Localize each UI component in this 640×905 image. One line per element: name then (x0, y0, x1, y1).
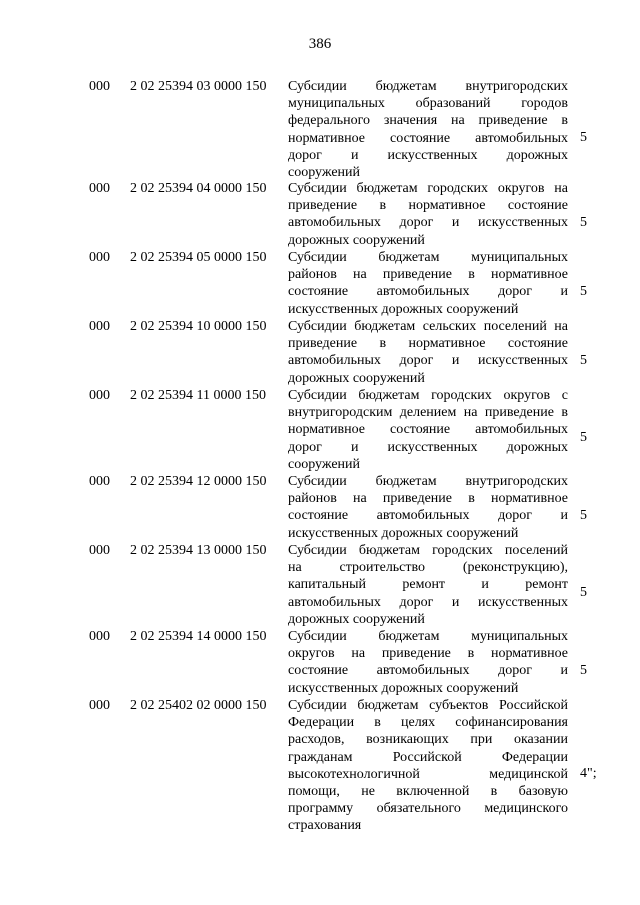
description-line: сооружений (288, 456, 361, 472)
description-line: сооружений (288, 165, 361, 181)
admin-code: 000 (89, 79, 110, 94)
description-line: автомобильных дорог и искусственных (288, 353, 568, 369)
description-line: Субсидии бюджетам городских поселений (288, 543, 568, 558)
budget-classification-code: 2 02 25394 11 0000 150 (130, 388, 266, 403)
description-line: расходов, возникающих при оказании (288, 732, 568, 748)
description-line: федерального значения на приведение в (288, 113, 568, 129)
description-line: дорожных сооружений (288, 232, 425, 248)
description-line: дорожных сооружений (288, 611, 425, 627)
admin-code: 000 (89, 474, 110, 489)
description-line: состояние автомобильных дорог и (288, 663, 568, 679)
description-line: Субсидии бюджетам городских округов с (288, 388, 568, 403)
description-line: нормативное состояние автомобильных (288, 130, 568, 146)
description-line: дорожных сооружений (288, 370, 425, 386)
norm-value: 5 (580, 214, 587, 230)
description-line: капитальный ремонт и ремонт (288, 577, 568, 593)
description-line: дорог и искусственных дорожных (288, 147, 568, 163)
description-line: на строительство (реконструкцию), (288, 560, 568, 576)
description-line: приведение в нормативное состояние (288, 198, 568, 214)
norm-value: 5 (580, 662, 587, 678)
income-description (288, 542, 568, 628)
description-line: районов на приведение в нормативное (288, 491, 568, 507)
budget-classification-code: 2 02 25394 04 0000 150 (130, 181, 267, 196)
description-line: Субсидии бюджетам внутригородских (288, 474, 568, 489)
budget-classification-code: 2 02 25394 10 0000 150 (130, 319, 267, 334)
description-line: муниципальных образований городов (288, 96, 568, 112)
description-line: Субсидии бюджетам городских округов на (288, 181, 568, 196)
budget-classification-code: 2 02 25394 13 0000 150 (130, 543, 267, 558)
description-line: Федерации в целях софинансирования (288, 715, 568, 731)
income-description (288, 387, 568, 473)
description-line: гражданам Российской Федерации (288, 749, 568, 765)
income-description (288, 318, 568, 387)
description-line: высокотехнологичной медицинской (288, 766, 568, 782)
description-line: Субсидии бюджетам муниципальных (288, 250, 568, 265)
admin-code: 000 (89, 629, 110, 644)
income-description (288, 473, 568, 542)
norm-value: 5 (580, 130, 587, 145)
description-line: искусственных дорожных сооружений (288, 525, 519, 541)
income-description (288, 78, 568, 181)
description-line: округов на приведение в нормативное (288, 646, 568, 662)
admin-code: 000 (89, 388, 110, 403)
description-line: помощи, не включенной в базовую (288, 784, 568, 800)
description-line: районов на приведение в нормативное (288, 267, 568, 283)
description-line: автомобильных дорог и искусственных (288, 215, 568, 231)
budget-classification-code: 2 02 25394 05 0000 150 (130, 250, 267, 265)
description-line: Субсидии бюджетам внутригородских (288, 79, 568, 94)
admin-code: 000 (89, 543, 110, 558)
description-line: Субсидии бюджетам сельских поселений на (288, 319, 568, 334)
income-description (288, 249, 568, 318)
budget-classification-code: 2 02 25402 02 0000 150 (130, 698, 267, 713)
norm-value: 5 (580, 585, 587, 601)
admin-code: 000 (89, 698, 110, 713)
description-line: автомобильных дорог и искусственных (288, 594, 568, 610)
description-line: внутригородским делением на приведение в (288, 405, 568, 421)
description-line: состояние автомобильных дорог и (288, 508, 568, 524)
page-number: 386 (308, 36, 332, 52)
description-line: приведение в нормативное состояние (288, 336, 568, 352)
admin-code: 000 (89, 319, 110, 334)
description-line: нормативное состояние автомобильных (288, 422, 568, 438)
description-line: искусственных дорожных сооружений (288, 301, 519, 317)
description-line: Субсидии бюджетам муниципальных (288, 629, 568, 644)
budget-classification-code: 2 02 25394 03 0000 150 (130, 79, 267, 94)
admin-code: 000 (89, 181, 110, 196)
norm-value: 5 (580, 283, 587, 299)
norm-value: 5 (580, 430, 587, 446)
description-line: состояние автомобильных дорог и (288, 284, 568, 300)
admin-code: 000 (89, 250, 110, 265)
budget-classification-code: 2 02 25394 12 0000 150 (130, 474, 267, 489)
description-line: страхования (288, 818, 362, 834)
income-description (288, 697, 568, 835)
income-description (288, 180, 568, 249)
budget-classification-code: 2 02 25394 14 0000 150 (130, 629, 267, 644)
norm-value: 5 (580, 352, 587, 368)
description-line: дорог и искусственных дорожных (288, 439, 568, 455)
description-line: программу обязательного медицинского (288, 801, 568, 817)
norm-value: 4"; (580, 766, 597, 782)
description-line: Субсидии бюджетам субъектов Российской (288, 698, 568, 713)
income-description (288, 628, 568, 697)
norm-value: 5 (580, 507, 587, 523)
description-line: искусственных дорожных сооружений (288, 680, 519, 696)
